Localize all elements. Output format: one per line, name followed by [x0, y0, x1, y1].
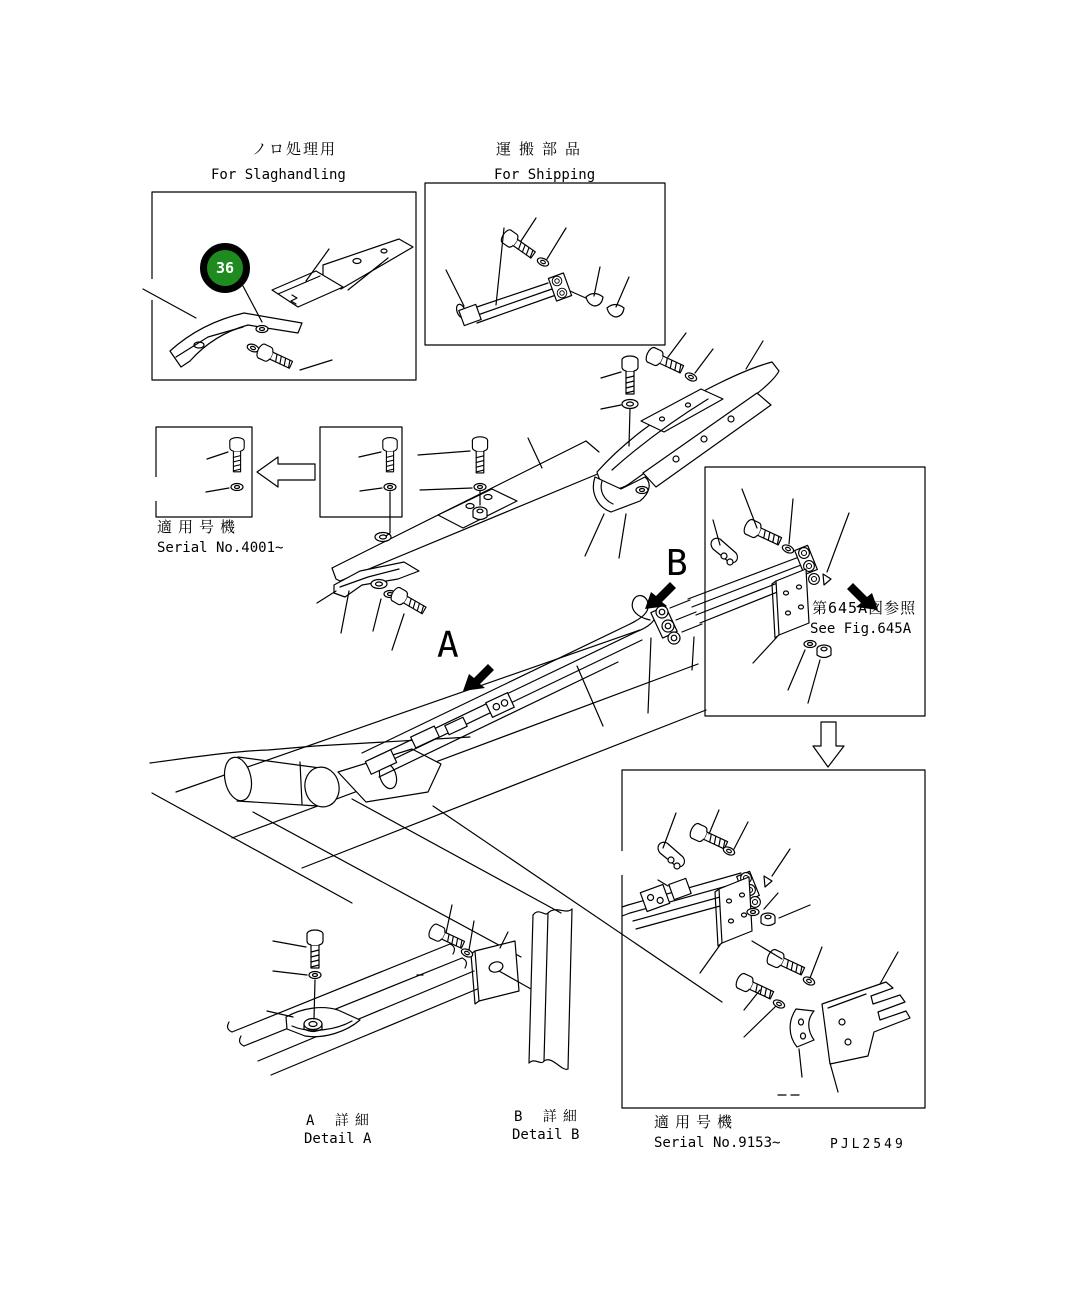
marker-b: B — [666, 543, 688, 584]
serial-4001-label-en: Serial No.4001~ — [157, 540, 284, 556]
beam-drawing — [317, 437, 600, 650]
see-fig-645a-label-jp: 第645A図参照 — [812, 599, 917, 617]
detail-a-label-en: Detail A — [304, 1131, 372, 1147]
shipping-box-drawing — [425, 183, 665, 345]
solid-arrow-a-icon — [463, 664, 494, 691]
shipping-title-jp: 運搬部品 — [496, 140, 589, 158]
marker-a: A — [437, 625, 459, 666]
serial-4001-boxes-drawing — [156, 427, 402, 517]
hose-bundle-drawing — [362, 596, 702, 777]
serial-9153-label-en: Serial No.9153~ — [654, 1135, 781, 1151]
hollow-down-arrow-icon — [813, 722, 844, 767]
detail-b-label-jp: B 詳細 — [514, 1109, 583, 1125]
shipping-title-en: For Shipping — [494, 167, 596, 183]
cylinder-drawing — [221, 749, 441, 810]
detail-a-label-jp: A 詳細 — [306, 1113, 375, 1129]
slaghandling-title-jp: ノロ処理用 — [252, 140, 338, 158]
drawing-code: PJL2549 — [830, 1137, 906, 1152]
slaghandling-box-drawing — [143, 192, 416, 380]
detail-b-drawing — [417, 905, 572, 1069]
part-number-balloon[interactable]: 36 — [200, 243, 250, 293]
hollow-left-arrow-icon — [257, 457, 315, 487]
solid-arrow-b-icon — [645, 582, 676, 609]
slaghandling-title-en: For Slaghandling — [211, 167, 346, 183]
serial-9153-box-drawing — [622, 770, 925, 1108]
detail-a-drawing — [228, 930, 487, 1075]
detail-b-label-en: Detail B — [512, 1127, 580, 1143]
serial-9153-label-jp: 適用号機 — [654, 1113, 739, 1131]
serial-4001-label-jp: 適用号機 — [157, 518, 242, 536]
see-fig-645a-box-drawing — [688, 467, 925, 716]
frame-platform-drawing — [150, 630, 722, 1002]
see-fig-645a-label-en: See Fig.645A — [810, 621, 912, 637]
